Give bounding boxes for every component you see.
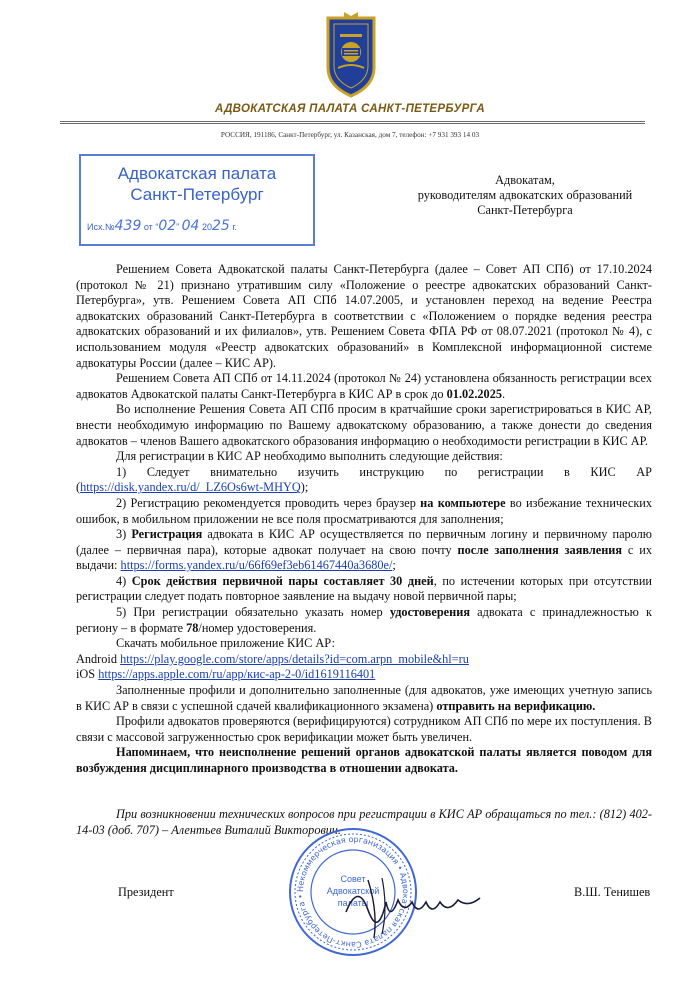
step-5-text-2: адвоката с принадлежностью к региону – в формате <box>76 605 652 635</box>
step-4-text: , по истечении которых при отсутствии регистрации следует подать повторное заявление на выдачу новой первичной пары; <box>76 573 652 604</box>
ios-label: iOS <box>76 667 96 682</box>
letter-body <box>76 262 652 777</box>
addressee-block <box>385 173 665 218</box>
step-1 <box>76 465 652 496</box>
step-3-bold-2: после заполнения заявления <box>457 542 623 557</box>
p2-text: Решением Совета АП СПб от 14.11.2024 (протокол № 24) установлена обязанность регистрации всех адвокатов Адвокатской палаты Санкт-Петербурга в КИС АР в срок до <box>76 371 652 401</box>
organization-name: АДВОКАТСКАЯ ПАЛАТА САНКТ-ПЕТЕРБУРГА <box>215 103 485 115</box>
mobile-app-title: Скачать мобильное приложение КИС АР: <box>116 636 335 651</box>
contact-note: При возникновении технических вопросов при регистрации в КИС АР обращаться по тел.: (812) 402-14-03 (доб. 707) – Алентьев Виталий Викторович. <box>76 807 652 837</box>
android-line <box>76 652 652 668</box>
step-4-bold: Срок действия первичной пары составляет 30 дней <box>131 573 434 588</box>
ios-line <box>76 667 652 683</box>
paragraph-verification-note: Профили адвокатов проверяются (верифицируются) сотрудником АП СПб по мере их поступления. В связи с массовой загруженностью срок верификации может быть увеличен. <box>76 714 652 744</box>
step-1-end: ); <box>300 480 309 495</box>
signatory-title: Президент <box>118 885 174 899</box>
seal-center-3: палаты <box>337 898 369 908</box>
stamp-registration-line: Исх.№439 от “02” 04 2025 г. <box>87 218 238 234</box>
step-5-text: 5) При регистрации обязательно указать номер <box>116 605 390 620</box>
step-4 <box>76 574 652 605</box>
seal-center-2: Адвокатской <box>326 886 380 896</box>
stamp-g: г. <box>232 222 238 232</box>
p5-bold: отправить на верификацию. <box>436 698 596 713</box>
step-5-region: 78 <box>186 620 199 635</box>
step-3-text-2: с их выдачи: <box>76 542 652 573</box>
stamp-line-1: Адвокатская палата <box>117 164 277 183</box>
seal-ring-text: Некоммерческая организация • Адвокатская палата Санкт-Петербурга • <box>295 834 411 950</box>
paragraph-request: Во исполнение Решения Совета АП СПб просим в кратчайшие сроки зарегистрироваться в КИС АР, внести необходимую информацию по Вашему адвокатскому образованию, а также донести до сведения адвокатов – членов Вашего адвокатского образования информацию о необходимости регистрации в КИС АР. <box>76 402 652 448</box>
step-3-num: 3) <box>116 527 132 542</box>
stamp-year-prefix: 20 <box>201 222 212 232</box>
stamp-month: 04 <box>181 218 200 234</box>
step-3 <box>76 527 652 574</box>
bar-association-emblem <box>320 10 382 100</box>
seal-center-1: Совет <box>340 874 366 884</box>
handwritten-signature <box>338 872 488 942</box>
paragraph-reminder <box>76 745 652 776</box>
addressee-line-2: руководителям адвокатских образований <box>417 188 633 202</box>
paragraph-decision-1: Решением Совета Адвокатской палаты Санкт-Петербурга (далее – Совет АП СПб) от 17.10.2024 (протокол № 21) признано утратившим силу «Положение о реестре адвокатских образований Санкт-Петербурга», утв. Решением Совета АП СПб 14.07.2005, и установлен переход на ведение Реестра адвокатских образований Санкт-Петербурга в соответствии с «Положением о порядке ведения реестра адвокатских образований и их филиалов», утв. Решением Совета ФПА РФ от 08.07.2021 (протокол № 4), с использованием модуля «Реестр адвокатских образований» в Комплексной информационной системе адвокатуры России (далее – КИС АР). <box>76 262 652 370</box>
deadline-date: 01.02.2025 <box>446 386 502 401</box>
paragraph-decision-2 <box>76 371 652 402</box>
paragraph-steps-intro: Для регистрации в КИС АР необходимо выполнить следующие действия: <box>116 449 503 464</box>
step-3-end: ; <box>392 558 396 573</box>
step-1-text: 1) Следует внимательно изучить инструкцию по регистрации в КИС АР ( <box>76 464 652 495</box>
step-3-text: адвоката в КИС АР осуществляется по первичным логину и первичному паролю (далее – первичная пара), которые адвокат получает на свою почту <box>76 527 652 557</box>
application-form-link[interactable]: https://forms.yandex.ru/u/66f69ef3eb61467440a3680e/ <box>120 558 393 573</box>
step-2-text: 2) Регистрацию рекомендуется проводить через браузер <box>116 495 421 510</box>
addressee-line-1: Адвокатам, <box>495 173 555 187</box>
stamp-line-2: Санкт-Петербург <box>130 185 264 204</box>
addressee-line-3: Санкт-Петербурга <box>477 203 573 217</box>
instruction-link[interactable]: https://disk.yandex.ru/d/_LZ6Os6wt-MHYQ <box>80 480 301 495</box>
stamp-day: 02 <box>158 218 177 234</box>
step-2-end: во избежание технических ошибок, в мобильном приложении не все поля просматриваются для заполнения; <box>76 495 653 526</box>
step-3-bold: Регистрация <box>131 527 203 542</box>
stamp-ot: от <box>143 222 153 232</box>
ios-app-link[interactable]: https://apps.apple.com/ru/app/кис-ар-2-0/id1619116401 <box>98 667 376 682</box>
p5-text: Заполненные профили и дополнительно заполненные (для адвокатов, уже имеющих учетную запись в КИС АР в связи с успешной сдачей квалификационного экзамена) <box>76 683 652 713</box>
step-5-bold: удостоверения <box>389 605 470 620</box>
stamp-reg-prefix: Исх.№ <box>87 222 115 232</box>
signatory-name: В.Ш. Тенишев <box>574 885 651 899</box>
android-label: Android <box>76 651 117 666</box>
registration-stamp <box>79 154 315 246</box>
android-app-link[interactable]: https://play.google.com/store/apps/details?id=com.arpn_mobile&hl=ru <box>120 651 469 666</box>
step-2 <box>76 496 652 527</box>
p2-end: . <box>502 386 506 401</box>
step-4-num: 4) <box>116 573 132 588</box>
stamp-year-suffix: 25 <box>212 218 230 234</box>
step-5-end: /номер удостоверения. <box>198 620 317 635</box>
header-divider <box>60 121 645 124</box>
paragraph-verification <box>76 683 652 714</box>
stamp-reg-number: 439 <box>114 218 142 234</box>
organization-address: РОССИЯ, 191186, Санкт-Петербург, ул. Казанская, дом 7, телефон: +7 931 393 14 03 <box>220 131 480 139</box>
step-5 <box>76 605 652 636</box>
reminder-bold: Напоминаем, что неисполнение решений органов адвокатской палаты является поводом для возбуждения дисциплинарного производства в отношении адвоката. <box>76 745 652 775</box>
step-2-bold: на компьютере <box>420 495 506 510</box>
